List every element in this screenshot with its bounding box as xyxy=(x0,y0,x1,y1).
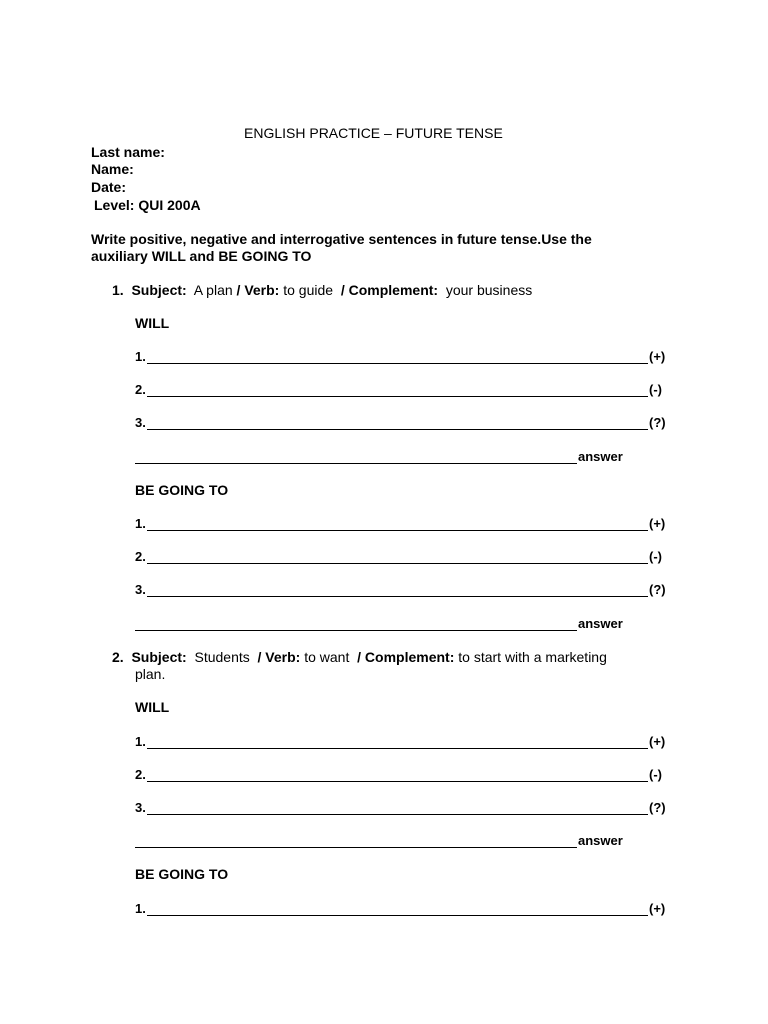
complement-label: / Complement: xyxy=(340,282,439,298)
subject-value: A plan xyxy=(193,282,233,298)
subject-label: Subject: xyxy=(131,282,187,298)
blank-line[interactable] xyxy=(147,735,648,749)
blank-line[interactable] xyxy=(147,416,648,430)
line-mark: (+) xyxy=(649,901,666,916)
answer-label: answer xyxy=(578,833,623,848)
line-number: 3. xyxy=(135,800,146,815)
line-number: 3. xyxy=(135,415,146,430)
complement-value: to start with a marketing xyxy=(458,649,607,665)
answer-line[interactable] xyxy=(135,515,665,531)
line-number: 2. xyxy=(135,767,146,782)
verb-label: / Verb: xyxy=(236,282,280,298)
answer-line[interactable] xyxy=(135,832,623,848)
verb-value: to want xyxy=(304,649,350,665)
complement-label: / Complement: xyxy=(357,649,455,665)
line-mark: (+) xyxy=(649,734,666,749)
answer-line[interactable] xyxy=(135,581,666,597)
blank-line[interactable] xyxy=(147,350,648,364)
blank-line[interactable] xyxy=(147,583,648,597)
complement-value: your business xyxy=(445,282,533,298)
blank-line[interactable] xyxy=(135,834,577,848)
verb-label: / Verb: xyxy=(257,649,301,665)
answer-line[interactable] xyxy=(135,548,662,564)
line-mark: (-) xyxy=(649,767,662,782)
line-number: 1. xyxy=(135,901,146,916)
line-mark: (?) xyxy=(649,800,666,815)
section-be-going-to: BE GOING TO xyxy=(135,866,229,882)
section-will: WILL xyxy=(135,315,170,331)
blank-line[interactable] xyxy=(147,801,648,815)
item-number: 2. xyxy=(112,649,124,665)
blank-line[interactable] xyxy=(147,550,648,564)
answer-line[interactable] xyxy=(135,799,666,815)
line-number: 3. xyxy=(135,582,146,597)
line-mark: (-) xyxy=(649,549,662,564)
level-row xyxy=(94,197,201,213)
line-mark: (?) xyxy=(649,415,666,430)
blank-line[interactable] xyxy=(147,383,648,397)
blank-line[interactable] xyxy=(135,617,577,631)
answer-line[interactable] xyxy=(135,348,665,364)
level-value: QUI 200A xyxy=(138,197,201,213)
blank-line[interactable] xyxy=(147,768,648,782)
item-2-prompt xyxy=(112,649,607,665)
answer-label: answer xyxy=(578,449,623,464)
line-mark: (?) xyxy=(649,582,666,597)
item-number: 1. xyxy=(112,282,124,298)
section-will: WILL xyxy=(135,699,170,715)
line-number: 2. xyxy=(135,382,146,397)
line-number: 1. xyxy=(135,734,146,749)
answer-line[interactable] xyxy=(135,414,666,430)
instructions-line-2: auxiliary WILL and BE GOING TO xyxy=(91,248,312,264)
line-number: 2. xyxy=(135,549,146,564)
answer-line[interactable] xyxy=(135,766,662,782)
blank-line[interactable] xyxy=(147,902,648,916)
item-1-prompt xyxy=(112,282,532,298)
blank-line[interactable] xyxy=(135,450,577,464)
line-number: 1. xyxy=(135,516,146,531)
level-label: Level: xyxy=(94,197,135,213)
complement-continuation: plan. xyxy=(135,666,166,682)
line-mark: (+) xyxy=(649,516,666,531)
answer-label: answer xyxy=(578,616,623,631)
last-name-label: Last name: xyxy=(91,144,165,160)
instructions-line-1: Write positive, negative and interrogative sentences in future tense.Use the xyxy=(91,231,592,247)
blank-line[interactable] xyxy=(147,517,648,531)
answer-line[interactable] xyxy=(135,615,623,631)
line-mark: (-) xyxy=(649,382,662,397)
answer-line[interactable] xyxy=(135,381,662,397)
subject-value: Students xyxy=(194,649,250,665)
verb-value: to guide xyxy=(283,282,334,298)
answer-line[interactable] xyxy=(135,448,623,464)
page-title: ENGLISH PRACTICE – FUTURE TENSE xyxy=(244,125,503,141)
line-number: 1. xyxy=(135,349,146,364)
answer-line[interactable] xyxy=(135,733,665,749)
answer-line[interactable] xyxy=(135,900,665,916)
name-label: Name: xyxy=(91,161,134,177)
section-be-going-to: BE GOING TO xyxy=(135,482,229,498)
line-mark: (+) xyxy=(649,349,666,364)
date-label: Date: xyxy=(91,179,127,195)
subject-label: Subject: xyxy=(131,649,187,665)
